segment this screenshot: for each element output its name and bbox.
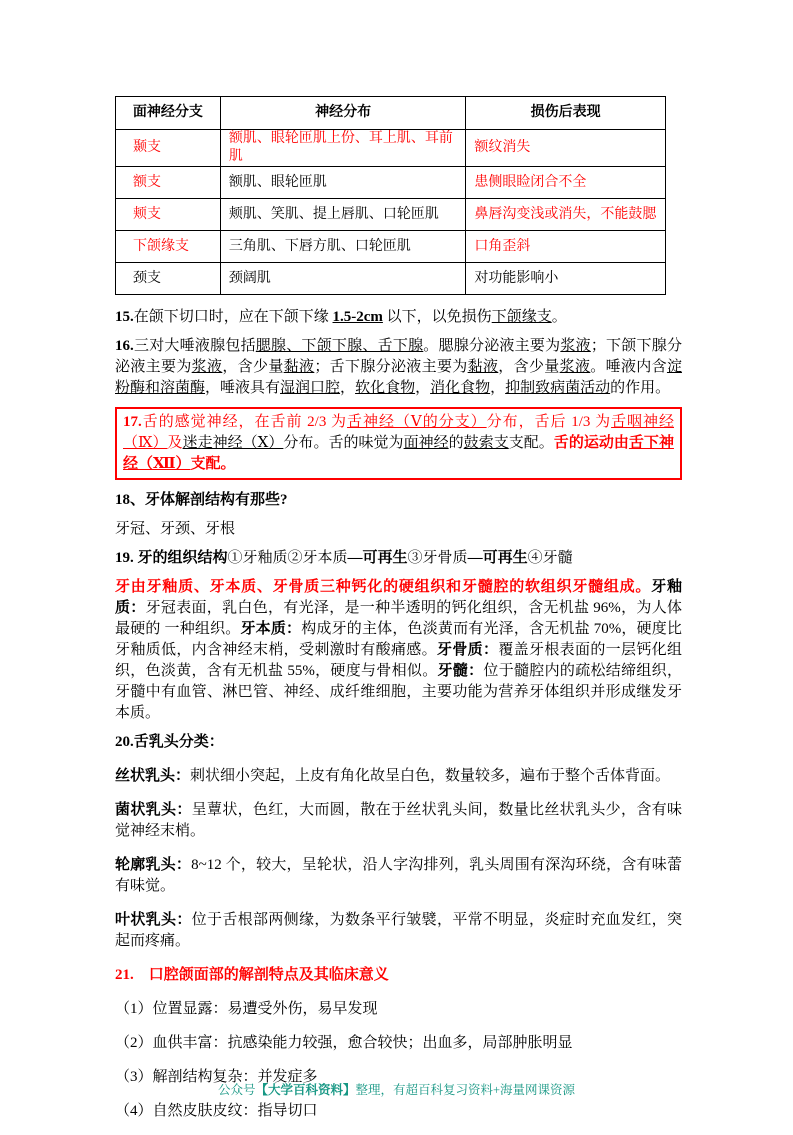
table-cell: 患侧眼睑闭合不全 <box>466 167 666 199</box>
item-20-heading <box>115 732 682 753</box>
text-run: 消化食物 <box>430 380 491 396</box>
text-run: 在颌下切口时，应在下颌下缘 <box>133 309 333 325</box>
item-21-point-1 <box>115 999 682 1020</box>
text-run: 浆液 <box>559 359 591 375</box>
text-run: （3）解剖结构复杂：并发症多 <box>115 1069 318 1085</box>
text-run: 软化食物 <box>355 380 416 396</box>
text-run: ， <box>490 380 506 396</box>
text-run: （1）位置显露：易遭受外伤，易早发现 <box>115 1001 378 1017</box>
item-21-heading <box>115 965 682 986</box>
text-run: 。腮腺分泌液主要为 <box>423 338 561 354</box>
text-run: 【大学百科资料】 <box>255 1083 356 1097</box>
text-run: 腮腺、下颌下腺、舌下腺 <box>255 338 424 354</box>
document-content <box>115 96 682 1135</box>
text-run: 黏液 <box>283 359 315 375</box>
text-run: 。唾液内含 <box>590 359 667 375</box>
text-run: 位于髓腔内的疏松结缔组织，牙髓中有血管、淋巴管、神经、成纤维细胞，主要功能为营养牙体组织并形成继发牙本质。 <box>115 663 682 721</box>
table-cell: 下颌缘支 <box>116 231 221 263</box>
text-run: 牙由牙釉质、牙本质、牙骨质三种钙化的硬组织和牙髓腔的软组织牙髓组成。 <box>115 579 652 595</box>
text-run: ④牙髓 <box>527 550 573 566</box>
papilla-filiform-paragraph <box>115 766 682 787</box>
text-run: 牙冠表面，乳白色，有光泽，是一种半透明的钙化组织，含无机盐 96%，为人体最硬的 一种组织。 <box>115 600 682 637</box>
text-run: 分布，舌后 1/3 为 <box>486 414 612 430</box>
text-run <box>134 967 149 983</box>
facial-nerve-table <box>115 96 666 295</box>
text-run: 21. <box>115 967 134 983</box>
text-run: ，含少量 <box>498 359 560 375</box>
text-run: ③牙骨质 <box>407 550 468 566</box>
text-run: 及 <box>167 435 183 451</box>
table-row <box>116 130 666 167</box>
table-row <box>116 263 666 295</box>
text-run: 舌咽神经（Ⅸ） <box>123 414 674 451</box>
item-18-answer <box>115 519 682 540</box>
text-run: （2）血供丰富：抗感染能力较强，愈合较快；出血多，局部肿胀明显 <box>115 1035 573 1051</box>
text-run: 的作用。 <box>610 380 671 396</box>
table-row <box>116 231 666 263</box>
text-run: 公众号 <box>217 1083 256 1097</box>
item-17-boxed-paragraph <box>115 407 682 480</box>
text-run: 鼓索支 <box>463 435 509 451</box>
text-run: 8~12 个，较大，呈轮状，沿人字沟排列，乳头周围有深沟环绕，含有味蕾有味觉。 <box>115 857 682 894</box>
text-run: 18、牙体解剖结构有那些? <box>115 492 288 508</box>
item-19-body <box>115 577 682 724</box>
text-run: 叶状乳头： <box>115 912 192 928</box>
text-run: 浆液 <box>191 359 223 375</box>
table-cell: 口角歪斜 <box>466 231 666 263</box>
text-run: 舌下神经（Ⅻ） <box>123 435 674 472</box>
text-run: 16. <box>115 338 134 354</box>
text-run: 。 <box>551 309 567 325</box>
text-run: 抑制致病菌活动 <box>505 380 611 396</box>
text-run: 口腔颌面部的解剖特点及其临床意义 <box>148 967 389 983</box>
table-cell: 颊支 <box>116 199 221 231</box>
text-run: ， <box>415 380 431 396</box>
text-run: 湿润口腔 <box>280 380 341 396</box>
table-cell: 三角肌、下唇方肌、口轮匝肌 <box>220 231 466 263</box>
text-run: 迷走神经（Ⅹ） <box>182 435 284 451</box>
text-run: 以下，以免损伤 <box>382 309 492 325</box>
text-run: 20.舌乳头分类： <box>115 734 224 750</box>
text-run: 构成牙的主体，色淡黄而有光泽，含无机盐 70%，硬度比牙釉质低，内含神经末梢，受刺激时有酸痛感。 <box>115 621 682 658</box>
text-run: 丝状乳头： <box>115 768 191 784</box>
item-21-point-2 <box>115 1033 682 1054</box>
text-run: —可再生 <box>467 550 528 566</box>
table-cell: 颞支 <box>116 130 221 167</box>
text-run: 黏液 <box>467 359 499 375</box>
text-run: 牙骨质： <box>436 642 499 658</box>
table-cell: 颈支 <box>116 263 221 295</box>
table-row <box>116 167 666 199</box>
table-cell: 额支 <box>116 167 221 199</box>
papilla-vallate-paragraph <box>115 855 682 897</box>
text-run: —可再生 <box>347 550 408 566</box>
text-run: ①牙釉质②牙本质 <box>227 550 348 566</box>
table-header-branch: 面神经分支 <box>116 97 221 130</box>
text-run: 分布。舌的味觉为 <box>283 435 404 451</box>
text-run: 浆液 <box>560 338 591 354</box>
text-run: ，唾液具有 <box>205 380 281 396</box>
footer-note <box>0 1082 793 1098</box>
text-run: 牙本质： <box>240 621 302 637</box>
table-row <box>116 199 666 231</box>
text-run: 支配。 <box>190 456 236 472</box>
text-run: ；下颌下腺分泌液主要为 <box>115 338 682 375</box>
text-run: 15. <box>115 309 134 325</box>
item-19-heading <box>115 548 682 569</box>
text-run: 整理，有超百科复习资料+海量网课资源 <box>355 1083 576 1097</box>
papilla-fungiform-paragraph <box>115 800 682 842</box>
text-run: ， <box>340 380 356 396</box>
text-run: 面神经 <box>403 435 449 451</box>
table-header-distribution: 神经分布 <box>220 97 466 130</box>
item-15-paragraph <box>115 307 682 328</box>
text-run: 牙釉质： <box>115 579 682 616</box>
text-run: 牙的组织结构 <box>137 550 228 566</box>
text-run: 位于舌根部两侧缘，为数条平行皱襞，平常不明显，炎症时充血发红，突起而疼痛。 <box>115 912 682 949</box>
table-cell: 颈阔肌 <box>220 263 466 295</box>
text-run: 牙髓： <box>437 663 484 679</box>
table-header-row <box>116 97 666 130</box>
table-cell: 额纹消失 <box>466 130 666 167</box>
text-run: ；舌下腺分泌液主要为 <box>314 359 468 375</box>
text-run: 1.5-2cm <box>332 309 383 325</box>
table-cell: 额肌、眼轮匝肌 <box>220 167 466 199</box>
table-cell: 对功能影响小 <box>466 263 666 295</box>
text-run: ，含少量 <box>222 359 284 375</box>
text-run: 覆盖牙根表面的一层钙化组织，色淡黄，含有无机盐 55%，硬度与骨相似。 <box>115 642 682 679</box>
table-header-damage: 损伤后表现 <box>466 97 666 130</box>
text-run: 下颌缘支 <box>491 309 552 325</box>
text-run: 刺状细小突起，上皮有角化故呈白色，数量较多，遍布于整个舌体背面。 <box>190 768 671 784</box>
text-run: 淀粉酶和溶菌酶 <box>115 359 682 396</box>
text-run: 呈蕈状，色红，大而圆，散在于丝状乳头间，数量比丝状乳头少，含有味觉神经末梢。 <box>115 802 682 839</box>
text-run: 舌的运动由 <box>553 435 629 451</box>
text-run: 舌神经（Ⅴ的分支） <box>347 414 487 430</box>
table-body <box>116 130 666 295</box>
text-run: 轮廓乳头： <box>115 857 192 873</box>
text-run: 的 <box>448 435 464 451</box>
text-run: 牙冠、牙颈、牙根 <box>115 521 236 537</box>
item-21-point-4 <box>115 1101 682 1122</box>
text-run: 菌状乳头： <box>115 802 192 818</box>
table-cell: 颊肌、笑肌、提上唇肌、口轮匝肌 <box>220 199 466 231</box>
item-18-heading <box>115 490 682 511</box>
text-run: 19. <box>115 550 134 566</box>
text-run: 17. <box>123 414 142 430</box>
table-cell: 额肌、眼轮匝肌上份、耳上肌、耳前肌 <box>220 130 466 167</box>
table-cell: 鼻唇沟变浅或消失，不能鼓腮 <box>466 199 666 231</box>
text-run: 三对大唾液腺包括 <box>133 338 256 354</box>
text-run: （4）自然皮肤皮纹：指导切口 <box>115 1103 318 1119</box>
papilla-foliate-paragraph <box>115 910 682 952</box>
item-16-paragraph <box>115 336 682 399</box>
text-run: 支配。 <box>508 435 554 451</box>
text-run: 舌的感觉神经，在舌前 2/3 为 <box>141 414 348 430</box>
